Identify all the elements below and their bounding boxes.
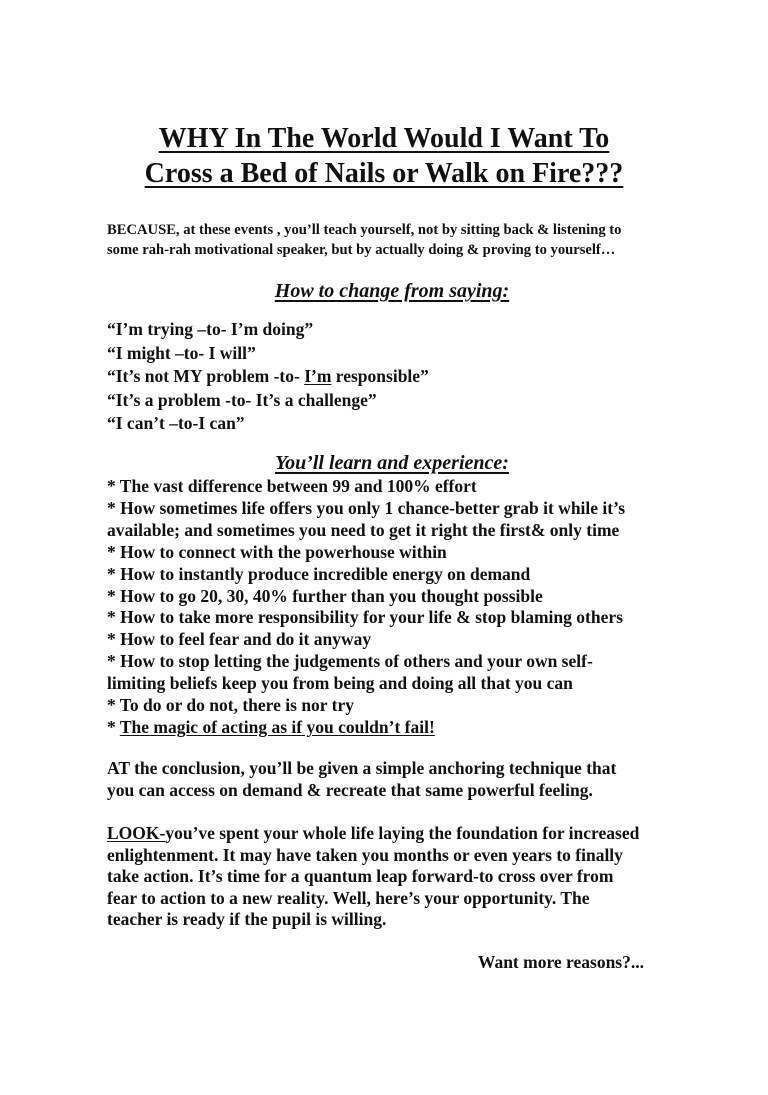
look-paragraph xyxy=(107,823,639,931)
learn-item: * How to go 20, 30, 40% further than you thought possible xyxy=(107,585,543,606)
look-line xyxy=(107,823,639,845)
learn-item-last xyxy=(107,717,625,739)
quote-line: “I might –to- I will” xyxy=(107,342,256,363)
intro-line: BECAUSE, at these events , you’ll teach yourself, not by sitting back & listening to xyxy=(107,222,622,238)
learn-item: limiting beliefs keep you from being and doing all that you can xyxy=(107,673,573,694)
quote-line: “It’s a problem -to- It’s a challenge” xyxy=(107,389,377,410)
learn-item: * How to stop letting the judgements of others and your own self- xyxy=(107,651,593,672)
look-emphasis: LOOK- xyxy=(107,823,166,843)
learn-list xyxy=(107,476,625,739)
conclusion-line: you can access on demand & recreate that same powerful feeling. xyxy=(107,779,593,800)
title-line-1: WHY In The World Would I Want To xyxy=(158,123,610,154)
learn-item: * How to take more responsibility for your life & stop blaming others xyxy=(107,607,623,628)
look-line: fear to action to a new reality. Well, here’s your opportunity. The xyxy=(107,887,590,908)
intro-line: some rah-rah motivational speaker, but by actually doing & proving to yourself… xyxy=(107,242,616,258)
change-section-heading: How to change from saying: xyxy=(274,280,510,302)
quote-text: “It’s not MY problem -to- xyxy=(107,366,305,386)
bullet: * xyxy=(107,716,120,737)
learn-item: * How sometimes life offers you only 1 chance-better grab it while it’s xyxy=(107,497,626,518)
look-line: teacher is ready if the pupil is willing. xyxy=(107,909,387,929)
quotes-list xyxy=(107,318,429,436)
intro-paragraph xyxy=(107,220,707,260)
look-line: enlightenment. It may have taken you months or even years to finally xyxy=(107,844,623,865)
conclusion-paragraph xyxy=(107,758,616,801)
learn-item: * How to instantly produce incredible energy on demand xyxy=(107,563,531,584)
learn-item: * To do or do not, there is nor try xyxy=(107,695,354,716)
quote-line: “I can’t –to-I can” xyxy=(107,413,245,433)
learn-item: * The vast difference between 99 and 100% effort xyxy=(107,476,477,496)
quote-emphasis: I’m xyxy=(304,366,332,386)
conclusion-line: AT the conclusion, you’ll be given a simple anchoring technique that xyxy=(107,758,617,778)
quote-line: “I’m trying –to- I’m doing” xyxy=(107,319,314,339)
learn-item: available; and sometimes you need to get it right the first& only time xyxy=(107,519,620,540)
closing-line: Want more reasons?... xyxy=(477,952,644,972)
learn-item: * How to connect with the powerhouse within xyxy=(107,541,447,562)
quote-text: responsible” xyxy=(331,366,429,386)
learn-section-heading: You’ll learn and experience: xyxy=(275,452,509,474)
learn-emphasis: The magic of acting as if you couldn’t fail! xyxy=(119,716,435,737)
learn-item: * How to feel fear and do it anyway xyxy=(107,629,372,650)
look-text: you’ve spent your whole life laying the foundation for increased xyxy=(165,823,640,843)
title-line-2: Cross a Bed of Nails or Walk on Fire??? xyxy=(144,158,624,189)
quote-line xyxy=(107,365,429,389)
look-line: take action. It’s time for a quantum leap forward-to cross over from xyxy=(107,866,614,886)
